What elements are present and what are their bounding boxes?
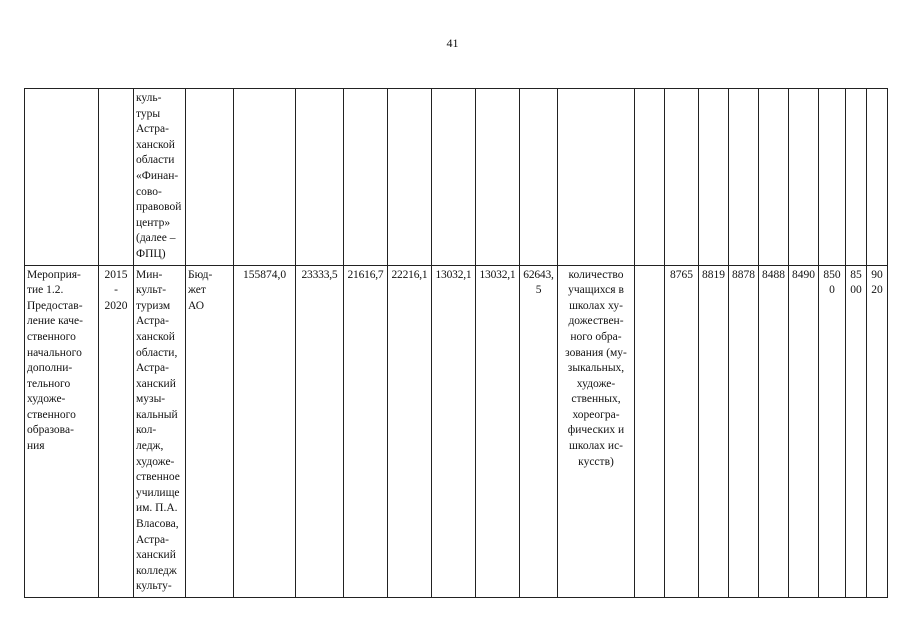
- cell-period: 2015 - 2020: [99, 265, 134, 597]
- cell-target-4: 8488: [759, 265, 789, 597]
- cell-base-value: [635, 265, 665, 597]
- cell-year-5: 13032,1: [476, 265, 520, 597]
- cell-empty: [665, 89, 699, 266]
- cell-empty: [558, 89, 635, 266]
- cell-empty: [867, 89, 888, 266]
- cell-year-6: 62643,5: [520, 265, 558, 597]
- cell-year-4: 13032,1: [432, 265, 476, 597]
- cell-empty: [699, 89, 729, 266]
- cell-empty: [819, 89, 846, 266]
- cell-empty: [432, 89, 476, 266]
- cell-target-2: 8819: [699, 265, 729, 597]
- table-row-continued: [25, 89, 888, 266]
- budget-table: [24, 88, 888, 598]
- cell-empty: [186, 89, 234, 266]
- cell-year-1: 23333,5: [296, 265, 344, 597]
- cell-empty: [635, 89, 665, 266]
- cell-executor-continued: куль- туры Астра- ханской области «Финан- сово- правовой центр» (далее – ФПЦ): [134, 89, 186, 266]
- cell-year-2: 21616,7: [344, 265, 388, 597]
- cell-funding-source: Бюд- жет АО: [186, 265, 234, 597]
- cell-indicator: количество учащихся в школах ху- дожествен- ного обра- зования (му- зыкальных, художе- ственных, хореогра- фических и школах ис- кусств): [558, 265, 635, 597]
- cell-empty: [388, 89, 432, 266]
- cell-period-empty: [99, 89, 134, 266]
- cell-empty: [729, 89, 759, 266]
- cell-target-3: 8878: [729, 265, 759, 597]
- cell-target-5: 8490: [789, 265, 819, 597]
- page-number: 41: [446, 36, 459, 50]
- cell-target-1: 8765: [665, 265, 699, 597]
- cell-year-3: 22216,1: [388, 265, 432, 597]
- cell-empty: [476, 89, 520, 266]
- cell-empty: [759, 89, 789, 266]
- cell-empty: [846, 89, 867, 266]
- cell-empty: [234, 89, 296, 266]
- table-row-event: [25, 265, 888, 597]
- cell-total: 155874,0: [234, 265, 296, 597]
- cell-target-8: 9020: [867, 265, 888, 597]
- cell-empty: [344, 89, 388, 266]
- cell-target-7: 8500: [846, 265, 867, 597]
- cell-empty: [296, 89, 344, 266]
- cell-target-6: 8500: [819, 265, 846, 597]
- cell-executor: Мин- культ- туризм Астра- ханской области, Астра- ханский музы- кальный кол- ледж, художе- ственное училище им. П.А. Власова, Астра- ханский колледж культу-: [134, 265, 186, 597]
- cell-empty: [520, 89, 558, 266]
- cell-empty: [789, 89, 819, 266]
- cell-event-name: Мероприя- тие 1.2. Предостав- ление каче- ственного начального дополни- тельного художе- ственного образова- ния: [25, 265, 99, 597]
- cell-name-empty: [25, 89, 99, 266]
